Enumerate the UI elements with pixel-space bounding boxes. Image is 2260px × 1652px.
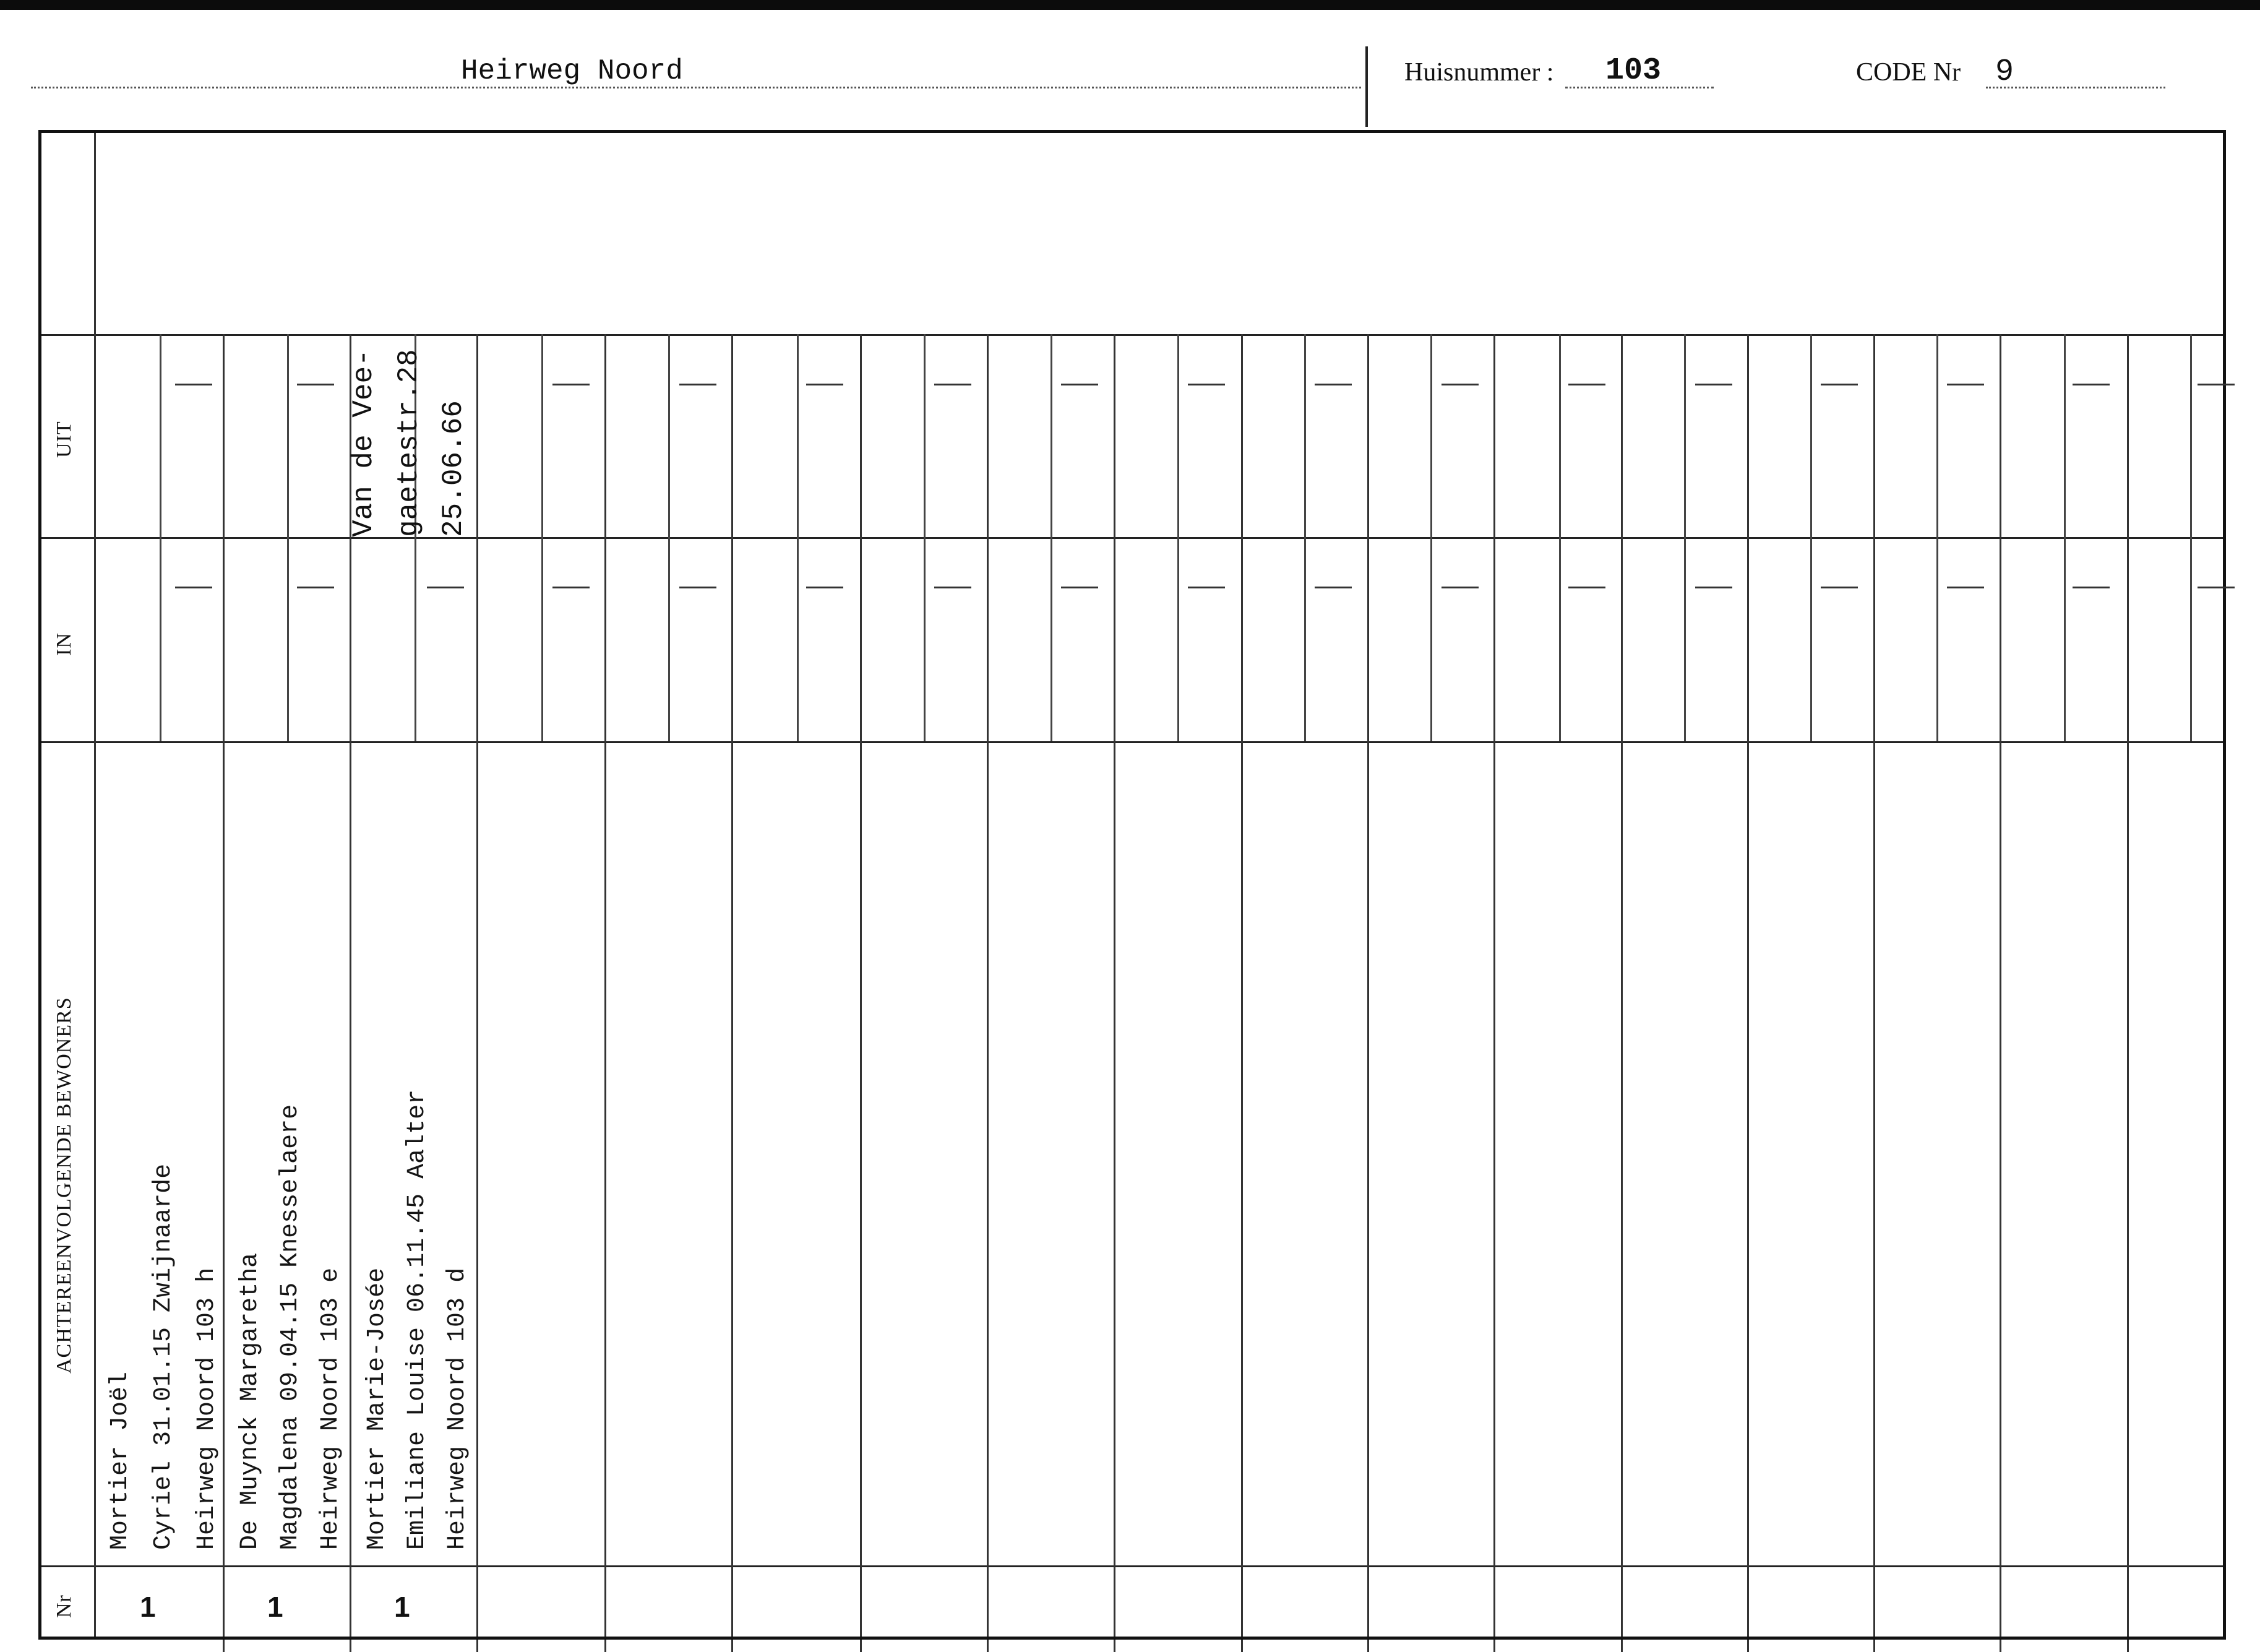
uit-empty-dash [2198,384,2235,385]
column-divider [731,334,733,1637]
sub-column-divider [1559,334,1561,741]
column-divider [860,334,862,1637]
column-divider [987,334,989,1637]
sub-column-divider [1177,334,1179,741]
house-number-label: Huisnummer : [1404,58,1554,87]
in-empty-dash [1061,587,1098,588]
resident-3-line-3: Heirweg Noord 103 d [444,1267,471,1550]
in-empty-dash [1695,587,1732,588]
column-divider [1493,334,1495,1637]
in-empty-dash [1821,587,1858,588]
resident-2-line-1: De Muynck Margaretha [236,1252,264,1550]
bottom-tick [1873,1640,1875,1652]
uit-empty-dash [1442,384,1479,385]
column-divider [1241,334,1243,1637]
sub-column-divider [160,334,161,741]
in-empty-dash [1947,587,1984,588]
uit-empty-dash [1188,384,1225,385]
sub-column-divider [2190,334,2192,741]
in-empty-dash [427,587,464,588]
uit-empty-dash [1695,384,1732,385]
label-column-divider [94,133,96,1637]
uit-empty-dash [2073,384,2110,385]
sub-column-divider [541,334,543,741]
in-empty-dash [2073,587,2110,588]
in-empty-dash [2198,587,2235,588]
nr-row-label: Nr [53,1594,75,1618]
divider-uit-in [41,537,2223,539]
sub-column-divider [1051,334,1052,741]
house-number-value: 103 [1605,53,1662,88]
bewoners-row-label: ACHTEREENVOLGENDE BEWONERS [53,997,75,1374]
resident-2-nr: 1 [267,1591,283,1623]
in-empty-dash [175,587,212,588]
column-divider [2127,334,2129,1637]
uit-empty-dash [552,384,590,385]
resident-3-uit-line-1: Van de Vee- [348,349,380,537]
sub-column-divider [1684,334,1686,741]
sub-column-divider [1936,334,1938,741]
resident-1-line-1: Mortier Joël [106,1371,134,1550]
column-divider [1367,334,1369,1637]
uit-empty-dash [806,384,843,385]
column-divider [1621,334,1623,1637]
column-divider [1873,334,1875,1637]
uit-empty-dash [1568,384,1605,385]
bottom-tick [987,1640,989,1652]
sub-column-divider [1430,334,1432,741]
header-separator [1365,46,1368,127]
bottom-tick [1114,1640,1115,1652]
code-label: CODE Nr [1856,58,1961,87]
column-divider [223,334,225,1637]
uit-empty-dash [1315,384,1352,385]
sub-column-divider [1304,334,1306,741]
bottom-tick [1747,1640,1749,1652]
street-name: Heirweg Noord [461,55,683,87]
column-divider [604,334,606,1637]
resident-2-line-3: Heirweg Noord 103 e [317,1267,345,1550]
divider-in-bewoners [41,741,2223,743]
resident-1-line-2: Cyriel 31.01.15 Zwijnaarde [150,1163,178,1550]
resident-2-line-2: Magdalena 09.04.15 Knesselaere [277,1104,304,1550]
uit-empty-dash [1061,384,1098,385]
column-divider [476,334,478,1637]
bottom-tick [223,1640,225,1652]
bottom-tick [1367,1640,1369,1652]
in-empty-dash [679,587,716,588]
top-border-bar [0,0,2260,10]
resident-1-line-3: Heirweg Noord 103 h [193,1267,221,1550]
in-empty-dash [1315,587,1352,588]
resident-1-nr: 1 [140,1591,156,1623]
sub-column-divider [1810,334,1812,741]
column-divider [1747,334,1749,1637]
column-divider [1114,334,1115,1637]
in-empty-dash [1188,587,1225,588]
bottom-tick [604,1640,606,1652]
bottom-tick [1241,1640,1243,1652]
bottom-tick [731,1640,733,1652]
uit-empty-dash [1947,384,1984,385]
code-number-value: 9 [1995,54,2014,90]
divider-bewoners-nr [41,1565,2223,1567]
resident-3-line-2: Emiliane Louise 06.11.45 Aalter [403,1089,431,1550]
uit-empty-dash [1821,384,1858,385]
sub-column-divider [797,334,799,741]
uit-empty-dash [297,384,334,385]
resident-3-line-1: Mortier Marie-Josée [363,1267,391,1550]
in-empty-dash [297,587,334,588]
bottom-tick [476,1640,478,1652]
uit-row-label: UIT [53,421,75,458]
bottom-tick [1493,1640,1495,1652]
sub-column-divider [668,334,670,741]
column-divider [2000,334,2001,1637]
resident-3-uit-line-3: 25.06.66 [437,400,470,537]
bottom-tick [350,1640,351,1652]
resident-3-nr: 1 [394,1591,410,1623]
resident-3-uit-line-2: gaetestr.28 [393,349,425,537]
in-empty-dash [552,587,590,588]
in-row-label: IN [53,632,75,656]
uit-empty-dash [934,384,971,385]
bottom-tick [2000,1640,2001,1652]
sub-column-divider [924,334,926,741]
uit-empty-dash [679,384,716,385]
in-empty-dash [806,587,843,588]
in-empty-dash [934,587,971,588]
in-empty-dash [1442,587,1479,588]
divider-top-uit [41,334,2223,336]
sub-column-divider [2064,334,2066,741]
bottom-tick [860,1640,862,1652]
in-empty-dash [1568,587,1605,588]
street-dotted-line [31,87,1361,88]
uit-empty-dash [175,384,212,385]
bottom-tick [2127,1640,2129,1652]
bottom-tick [1621,1640,1623,1652]
sub-column-divider [287,334,289,741]
